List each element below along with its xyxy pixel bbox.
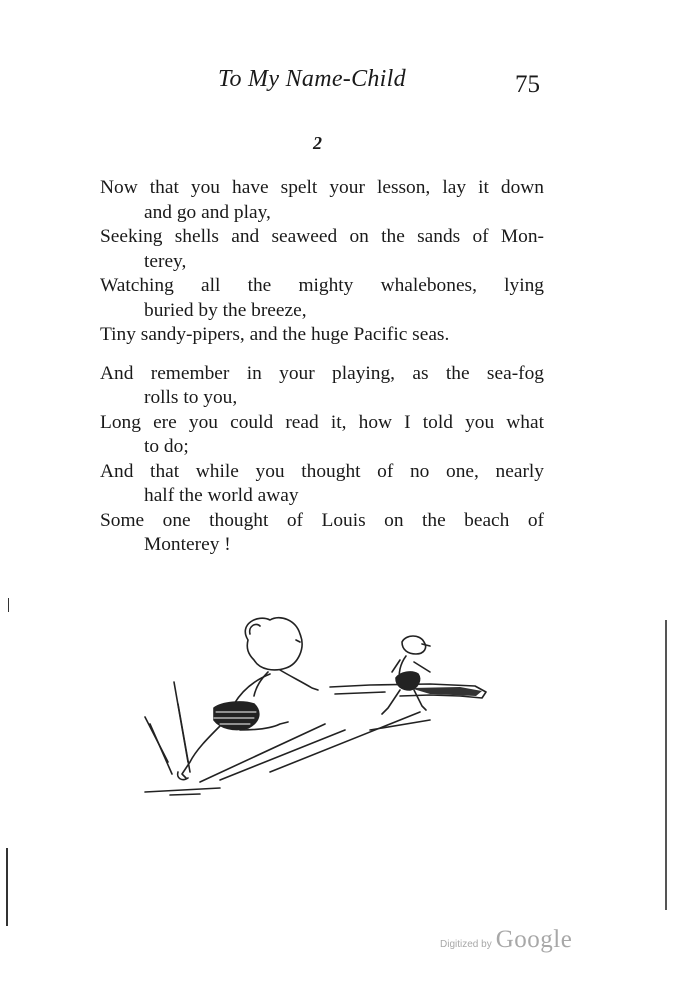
verse-line-continuation: and go and play, [144,201,271,223]
verse-line [100,176,544,225]
verse-line-first: Some one thought of Louis on the beach of [100,509,544,531]
shoreline-stroke [335,692,385,694]
left-margin-mark [8,598,9,612]
sand-line [145,788,220,792]
sand-line [220,730,345,780]
verse-line [100,362,544,411]
google-logo-text: Google [495,926,573,953]
verse-line-first: Tiny sandy-pipers, and the huge Pacific seas. [100,324,450,345]
sand-line [270,712,420,772]
verse-line [100,323,544,348]
verse-line [100,274,544,323]
reed-stroke [178,704,190,772]
stanza-2 [100,362,544,558]
verse-line-first: Long ere you could read it, how I told you what [100,411,544,433]
section-number: 2 [313,133,322,153]
beach-illustration [130,612,550,802]
running-title: To My Name-Child [218,66,406,92]
page-number: 75 [515,71,540,98]
running-child-figure [178,618,318,780]
verse-line-continuation: buried by the breeze, [144,299,307,321]
sand-line [170,794,200,795]
reed-stroke [150,724,172,774]
watermark-prefix: Digitized by [440,939,492,950]
sand-line [200,724,325,782]
verse-line-first: Seeking shells and seaweed on the sands of Mon- [100,226,544,247]
right-margin-mark [665,620,667,910]
verse-line-continuation: terey, [144,250,187,272]
left-margin-mark [6,848,8,926]
sand-line [370,720,430,730]
poem [100,176,544,558]
verse-line-first: And that while you thought of no one, nearly [100,460,544,482]
verse-line-first: Watching all the mighty whalebones, lying [100,275,544,296]
verse-line-first: Now that you have spelt your lesson, lay it down [100,177,544,198]
stanza-1 [100,176,544,348]
verse-line [100,460,544,509]
verse-line-continuation: rolls to you, [144,387,238,408]
verse-line [100,225,544,274]
verse-line-continuation: to do; [144,436,189,457]
running-head [0,66,675,106]
verse-line-continuation: Monterey ! [144,534,231,555]
verse-line [100,509,544,558]
verse-line [100,411,544,460]
distant-child-figure [382,636,430,714]
verse-line-first: And remember in your playing, as the sea-fog [100,362,544,384]
verse-line-continuation: half the world away [144,485,299,506]
digitized-by-google-watermark [440,926,572,954]
